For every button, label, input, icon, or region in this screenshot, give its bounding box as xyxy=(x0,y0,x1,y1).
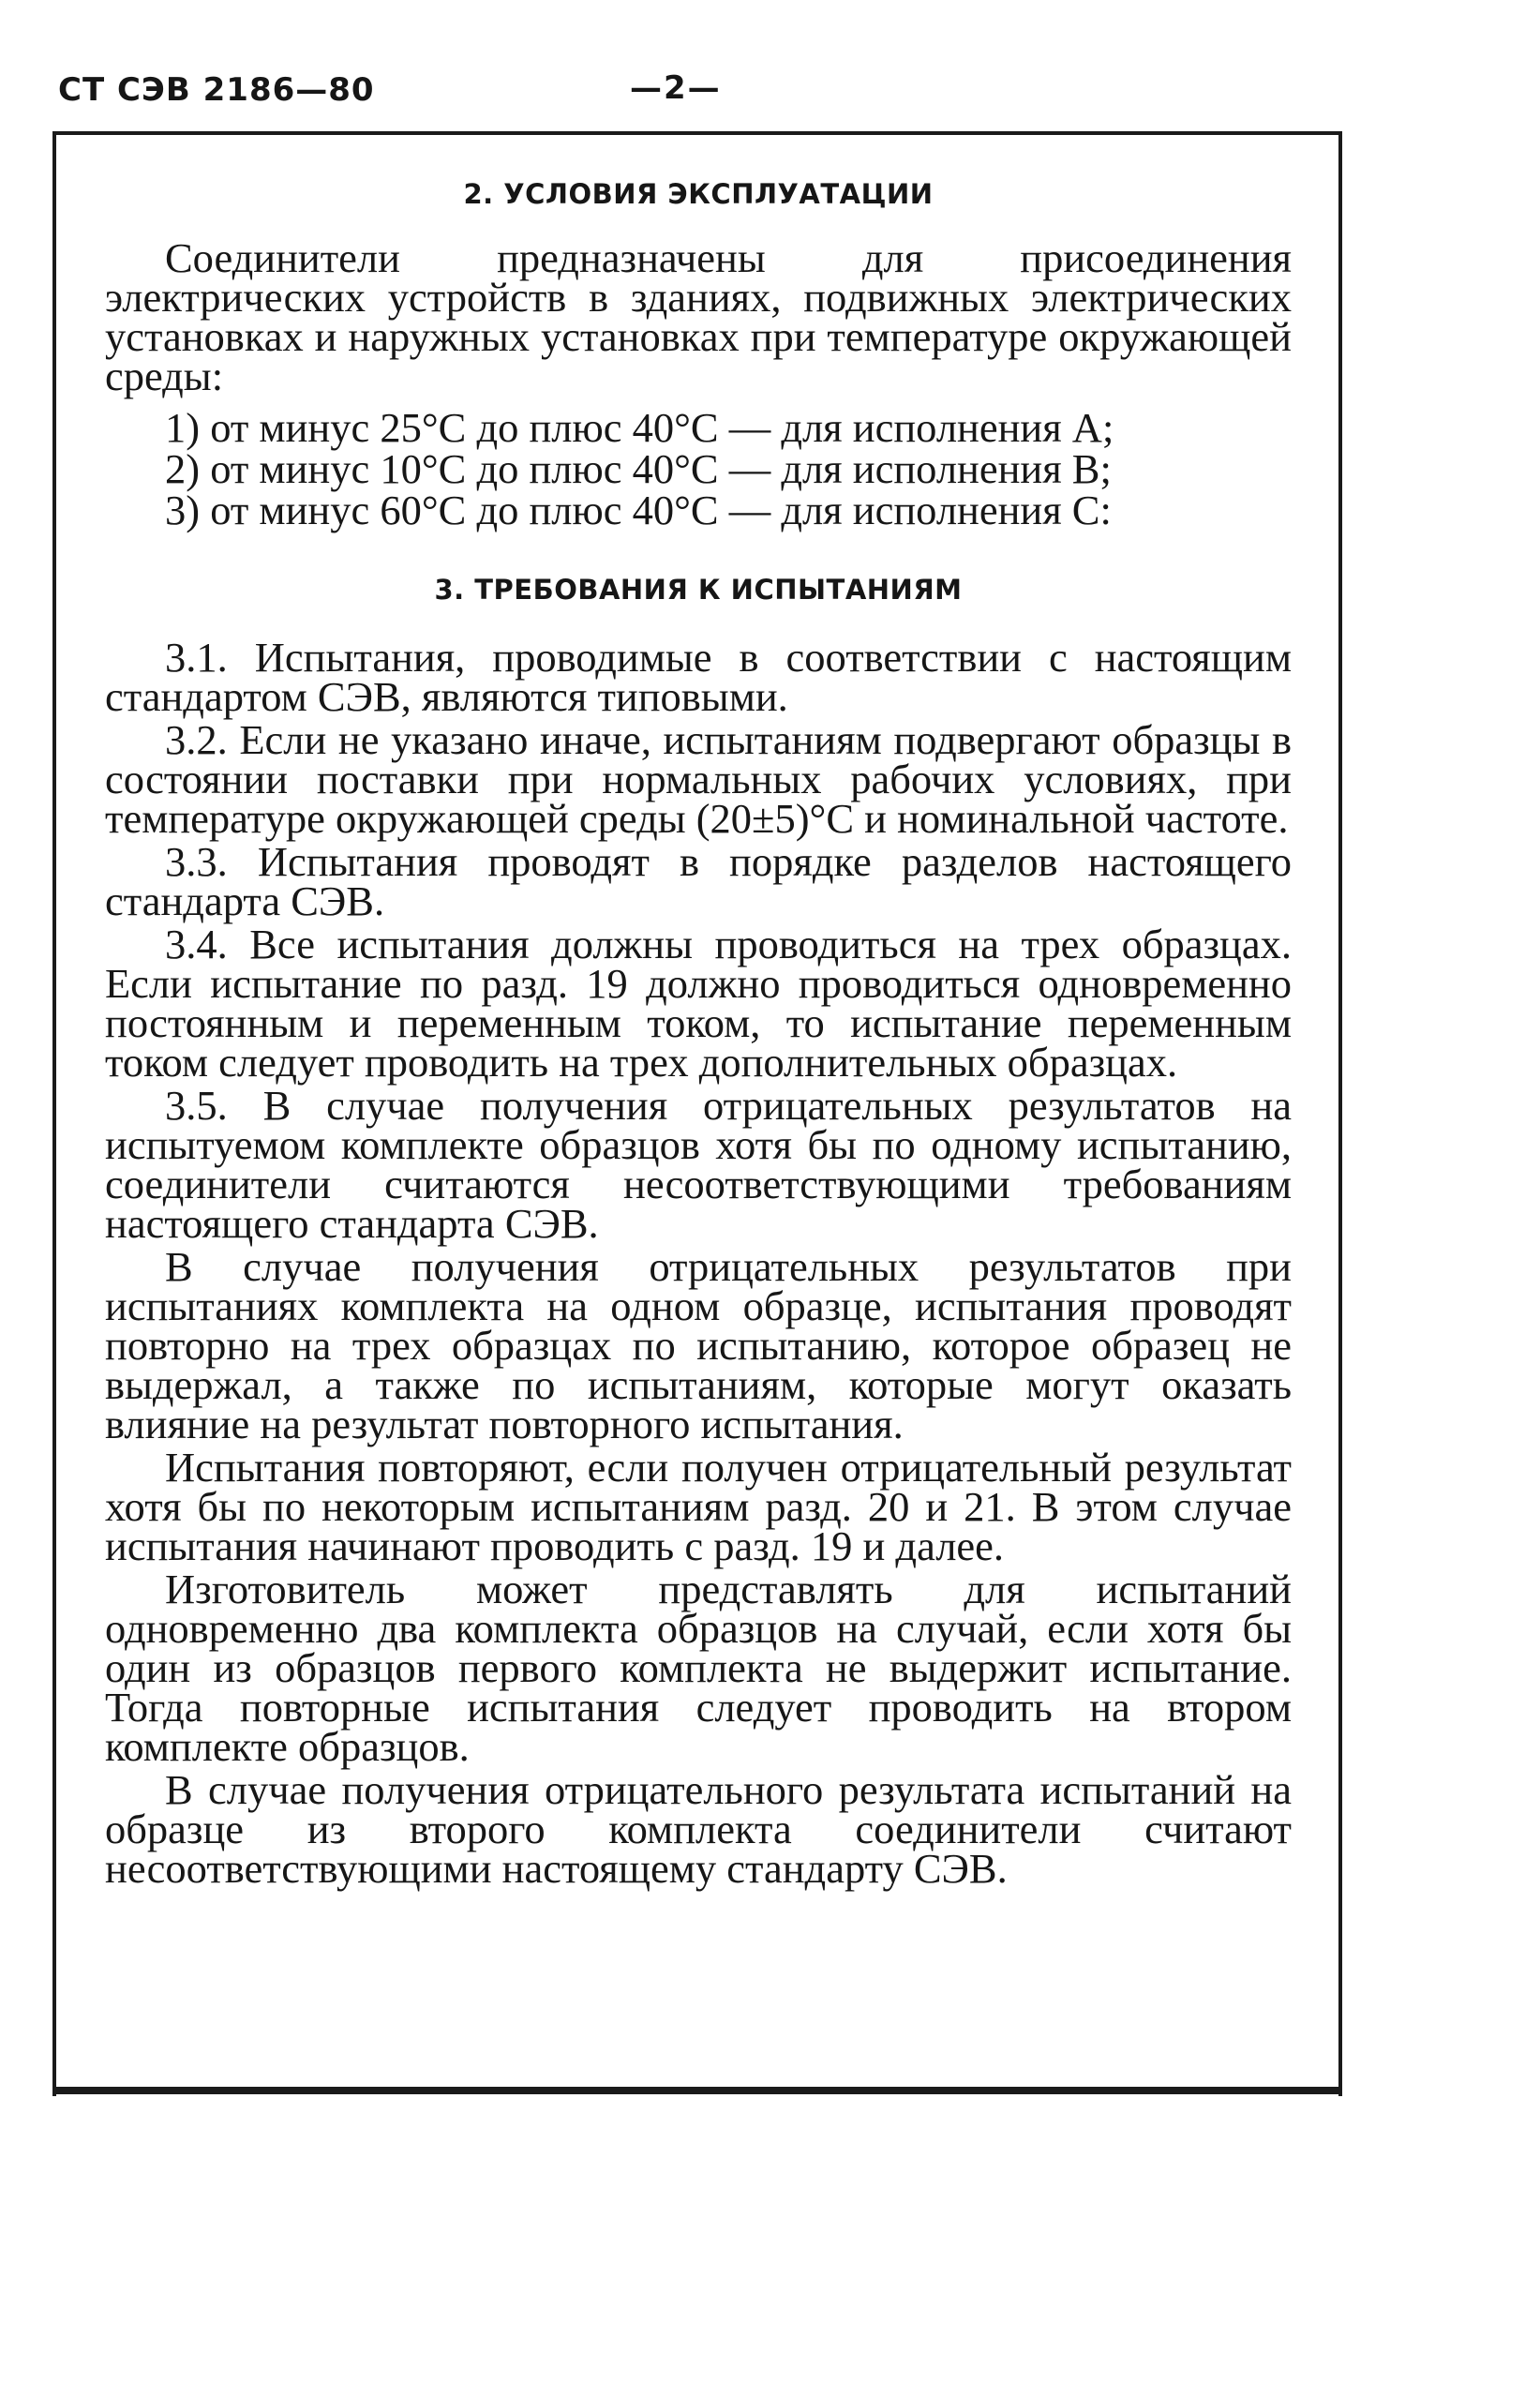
temperature-item: 1) от минус 25°С до плюс 40°С — для исполнения А; xyxy=(165,404,1114,451)
clause-3-5-paragraph: В случае получения отрицательных результатов при испытаниях комплекта на одном образце, испытания проводят повторно на трех образцах по испытанию, которое образец не выдержал, а также по испытаниям, которые могут оказать влияние на результат повторного испытания. xyxy=(105,1243,1292,1447)
clause-3-5-paragraph: Испытания повторяют, если получен отрицательный результат хотя бы по некоторым испытаниям разд. 20 и 21. В этом случае испытания начинают проводить с разд. 19 и далее. xyxy=(105,1444,1292,1569)
clause-3-2: 3.2. Если не указано иначе, испытаниям подвергают образцы в состоянии поставки при нормальных рабочих условиях, при температуре окружающей среды (20±5)°С и номинальной частоте. xyxy=(105,716,1292,842)
temperature-item: 3) от минус 60°С до плюс 40°С — для исполнения С: xyxy=(165,487,1112,533)
clause-3-5-paragraph: Изготовитель может представлять для испытаний одновременно два комплекта образцов на случай, если хотя бы один из образцов первого комплекта не выдержит испытание. Тогда повторные испытания следует проводить на втором комплекте образцов. xyxy=(105,1566,1292,1770)
page-header xyxy=(58,71,1347,127)
page-number: —2— xyxy=(630,69,722,107)
frame-bottom-rule xyxy=(52,2087,1342,2094)
clause-3-1: 3.1. Испытания, проводимые в соответствии с настоящим стандартом СЭВ, являются типовыми. xyxy=(105,634,1292,720)
document-code: СТ СЭВ 2186—80 xyxy=(58,71,375,109)
clause-3-5: 3.5. В случае получения отрицательных результатов на испытуемом комплекте образцов хотя бы по одному испытанию, соединители считаются несоответствующими требованиям настоящего стандарта СЭВ. xyxy=(105,1082,1292,1247)
section-3-heading: 3. ТРЕБОВАНИЯ К ИСПЫТАНИЯМ xyxy=(434,574,963,606)
clause-3-4: 3.4. Все испытания должны проводиться на трех образцах. Если испытание по разд. 19 должно проводиться одновременно постоянным и переменным током, то испытание переменным током следует проводить на трех дополнительных образцах. xyxy=(105,921,1292,1086)
section-2-intro: Соединители предназначены для присоединения электрических устройств в зданиях, подвижных электрических установках и наружных установках при температуре окружающей среды: xyxy=(105,234,1292,399)
temperature-item: 2) от минус 10°С до плюс 40°С — для исполнения В; xyxy=(165,445,1112,492)
page-content xyxy=(105,174,1292,1892)
section-2-heading: 2. УСЛОВИЯ ЭКСПЛУАТАЦИИ xyxy=(463,178,934,210)
clause-3-5-paragraph: В случае получения отрицательного результата испытаний на образце из второго комплекта соединители считают несоответствующими настоящему стандарту СЭВ. xyxy=(105,1766,1292,1892)
temperature-list xyxy=(105,404,1292,533)
clause-3-3: 3.3. Испытания проводят в порядке разделов настоящего стандарта СЭВ. xyxy=(105,838,1292,924)
